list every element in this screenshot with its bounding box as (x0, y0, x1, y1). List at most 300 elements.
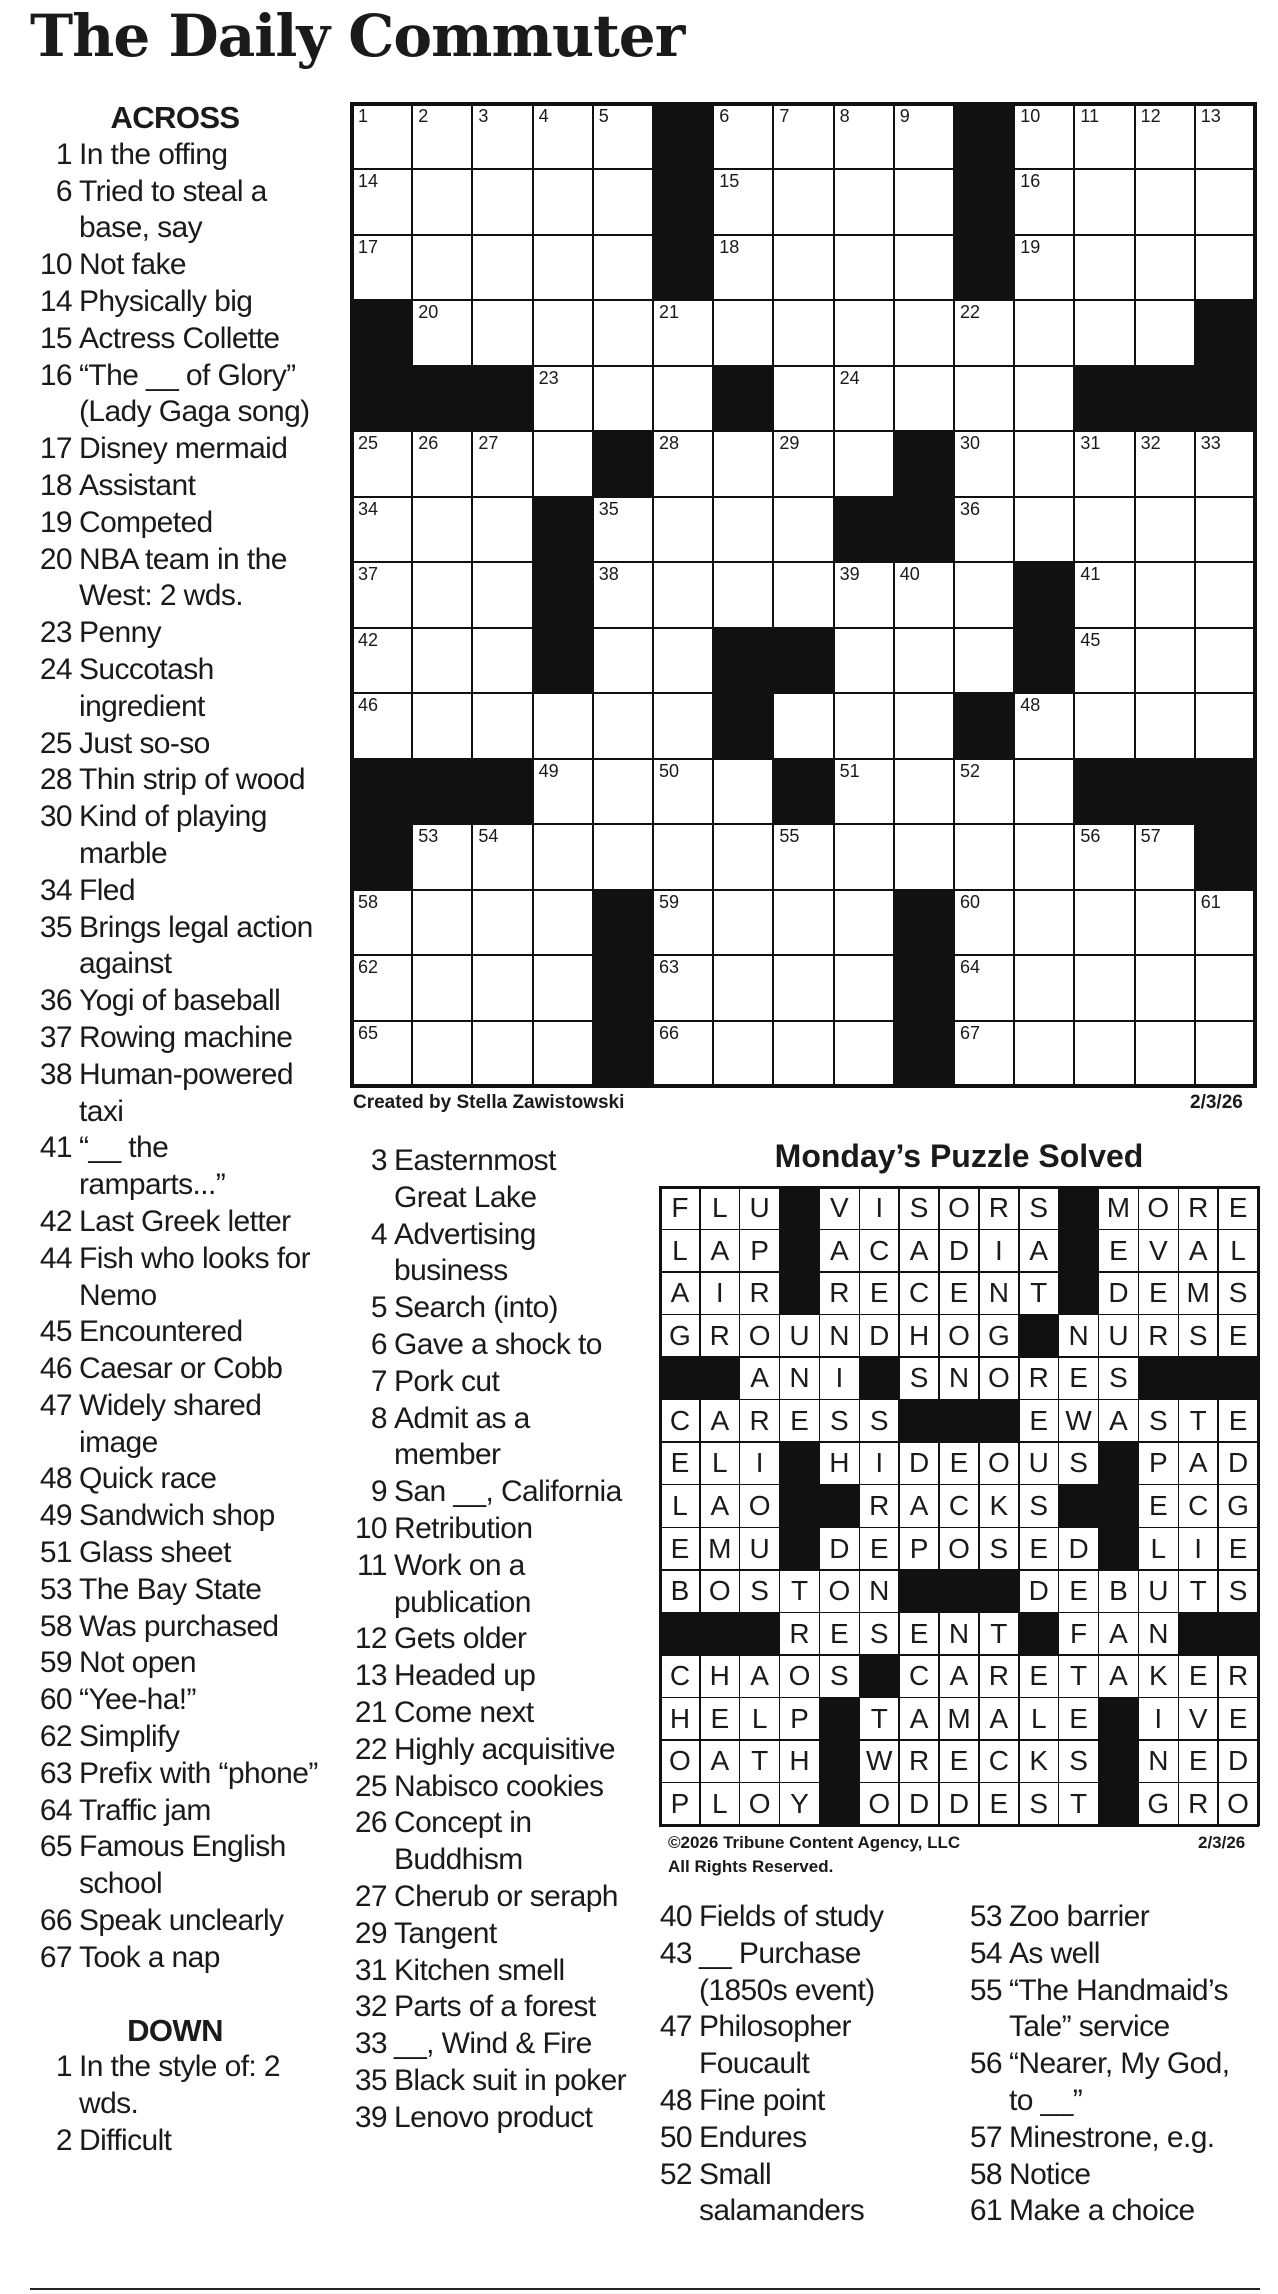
grid-cell[interactable] (653, 955, 713, 1020)
grid-cell[interactable] (533, 890, 593, 955)
across-clue-6[interactable] (30, 174, 320, 248)
grid-cell[interactable] (713, 104, 773, 169)
grid-cell[interactable] (1135, 955, 1195, 1020)
across-clue-51[interactable] (30, 1535, 320, 1572)
grid-cell[interactable] (352, 169, 412, 234)
grid-cell[interactable] (352, 104, 412, 169)
down-clue-33[interactable] (345, 2026, 630, 2063)
down-clue-27[interactable] (345, 1879, 630, 1916)
grid-cell[interactable] (412, 824, 472, 889)
grid-cell[interactable] (653, 824, 713, 889)
cell-number: 56 (1080, 826, 1101, 847)
grid-cell[interactable] (472, 300, 532, 365)
grid-cell[interactable] (773, 890, 833, 955)
grid-cell[interactable] (773, 497, 833, 562)
across-clue-65[interactable] (30, 1829, 320, 1903)
solved-cell (819, 1230, 859, 1273)
down-clue-32[interactable] (345, 1989, 630, 2026)
across-clue-23[interactable] (30, 615, 320, 652)
grid-cell[interactable] (533, 104, 593, 169)
across-clue-14[interactable] (30, 284, 320, 321)
down-clue-7[interactable] (345, 1364, 630, 1401)
grid-cell[interactable] (352, 235, 412, 300)
grid-cell[interactable] (954, 824, 1014, 889)
across-clue-58[interactable] (30, 1609, 320, 1646)
grid-cell[interactable] (533, 759, 593, 824)
grid-cell[interactable] (834, 562, 894, 627)
grid-cell[interactable] (773, 1021, 833, 1086)
across-clue-16[interactable] (30, 358, 320, 432)
grid-cell[interactable] (472, 562, 532, 627)
grid-cell[interactable] (653, 431, 713, 496)
grid-cell[interactable] (954, 890, 1014, 955)
grid-cell[interactable] (894, 169, 954, 234)
grid-cell[interactable] (1195, 1021, 1255, 1086)
grid-cell[interactable] (773, 169, 833, 234)
grid-cell[interactable] (472, 890, 532, 955)
down-clue-2[interactable] (30, 2123, 320, 2160)
solved-grid-line (819, 1186, 821, 1826)
across-clue-45[interactable] (30, 1314, 320, 1351)
grid-cell[interactable] (1135, 300, 1195, 365)
grid-cell[interactable] (472, 169, 532, 234)
grid-block (593, 431, 653, 496)
down-clue-4[interactable] (345, 1217, 630, 1291)
grid-cell[interactable] (1014, 824, 1074, 889)
grid-cell[interactable] (834, 759, 894, 824)
grid-cell[interactable] (713, 497, 773, 562)
solved-letter: R (869, 1489, 890, 1521)
down-clue-3[interactable] (345, 1143, 630, 1217)
across-clue-66[interactable] (30, 1903, 320, 1940)
grid-cell[interactable] (713, 955, 773, 1020)
solved-grid-line (1217, 1186, 1219, 1826)
grid-cell[interactable] (593, 497, 653, 562)
grid-cell[interactable] (954, 759, 1014, 824)
grid-cell[interactable] (653, 890, 713, 955)
grid-cell[interactable] (533, 1021, 593, 1086)
grid-cell[interactable] (834, 300, 894, 365)
clue-number: 20 (39, 542, 72, 576)
down-clue-47[interactable] (650, 2009, 925, 2083)
grid-cell[interactable] (713, 562, 773, 627)
grid-cell[interactable] (1195, 955, 1255, 1020)
solved-letter: E (710, 1702, 730, 1734)
down-clue-52[interactable] (650, 2157, 925, 2231)
down-clue-31[interactable] (345, 1953, 630, 1990)
grid-cell[interactable] (713, 431, 773, 496)
grid-cell[interactable] (1014, 759, 1074, 824)
grid-cell[interactable] (1074, 497, 1134, 562)
grid-cell[interactable] (1195, 104, 1255, 169)
grid-cell[interactable] (352, 955, 412, 1020)
clue-number: 9 (370, 1475, 387, 1509)
down-clue-39[interactable] (345, 2100, 630, 2137)
grid-cell[interactable] (834, 235, 894, 300)
down-clue-6[interactable] (345, 1327, 630, 1364)
solved-cell (660, 1187, 700, 1230)
grid-cell[interactable] (713, 890, 773, 955)
grid-cell[interactable] (472, 628, 532, 693)
grid-cell[interactable] (773, 300, 833, 365)
grid-cell[interactable] (834, 628, 894, 693)
solved-cell (780, 1782, 820, 1825)
grid-cell[interactable] (593, 235, 653, 300)
solved-cell (939, 1782, 979, 1825)
across-clue-36[interactable] (30, 983, 320, 1020)
grid-cell[interactable] (894, 235, 954, 300)
grid-cell[interactable] (1014, 300, 1074, 365)
solved-block (1099, 1697, 1139, 1740)
grid-cell[interactable] (1074, 562, 1134, 627)
grid-cell[interactable] (412, 693, 472, 758)
grid-cell[interactable] (1074, 890, 1134, 955)
cell-number: 22 (960, 302, 981, 323)
grid-cell[interactable] (412, 1021, 472, 1086)
grid-cell[interactable] (834, 169, 894, 234)
grid-cell[interactable] (1074, 955, 1134, 1020)
clue-number: 13 (354, 1659, 387, 1693)
across-clue-60[interactable] (30, 1682, 320, 1719)
across-clue-30[interactable] (30, 799, 320, 873)
grid-cell[interactable] (1135, 693, 1195, 758)
across-clue-24[interactable] (30, 652, 320, 726)
grid-cell[interactable] (593, 759, 653, 824)
grid-cell[interactable] (1195, 169, 1255, 234)
across-clue-44[interactable] (30, 1241, 320, 1315)
grid-cell[interactable] (1135, 497, 1195, 562)
grid-cell[interactable] (1014, 890, 1074, 955)
across-clue-34[interactable] (30, 873, 320, 910)
grid-cell[interactable] (533, 955, 593, 1020)
grid-block (472, 366, 532, 431)
grid-cell[interactable] (773, 104, 833, 169)
solved-letter: R (1227, 1660, 1249, 1692)
clue-text: In the offing (79, 137, 228, 171)
grid-cell[interactable] (1195, 497, 1255, 562)
grid-cell[interactable] (352, 628, 412, 693)
solved-letter: A (830, 1234, 849, 1266)
grid-cell[interactable] (773, 824, 833, 889)
grid-cell[interactable] (1074, 628, 1134, 693)
grid-cell[interactable] (653, 300, 713, 365)
grid-cell[interactable] (1135, 104, 1195, 169)
clue-text: Kind of playing marble (79, 800, 267, 870)
across-clue-10[interactable] (30, 247, 320, 284)
across-clue-49[interactable] (30, 1498, 320, 1535)
grid-cell[interactable] (954, 1021, 1014, 1086)
grid-cell[interactable] (1014, 431, 1074, 496)
grid-cell[interactable] (593, 104, 653, 169)
grid-cell[interactable] (1135, 431, 1195, 496)
grid-cell[interactable] (593, 300, 653, 365)
grid-cell[interactable] (834, 955, 894, 1020)
grid-cell[interactable] (1074, 824, 1134, 889)
grid-cell[interactable] (653, 759, 713, 824)
grid-cell[interactable] (412, 104, 472, 169)
grid-cell[interactable] (653, 366, 713, 431)
grid-cell[interactable] (894, 104, 954, 169)
across-clue-37[interactable] (30, 1020, 320, 1057)
across-clue-25[interactable] (30, 726, 320, 763)
grid-cell[interactable] (472, 104, 532, 169)
grid-cell[interactable] (713, 1021, 773, 1086)
down-clue-61[interactable] (960, 2193, 1260, 2230)
grid-cell[interactable] (773, 431, 833, 496)
grid-cell[interactable] (412, 628, 472, 693)
solved-cell (1178, 1187, 1218, 1230)
grid-cell[interactable] (834, 431, 894, 496)
grid-cell[interactable] (352, 431, 412, 496)
grid-cell[interactable] (1074, 693, 1134, 758)
solved-letter: R (909, 1745, 930, 1777)
grid-cell[interactable] (773, 955, 833, 1020)
across-clue-62[interactable] (30, 1719, 320, 1756)
grid-cell[interactable] (954, 955, 1014, 1020)
grid-cell[interactable] (773, 562, 833, 627)
grid-cell[interactable] (713, 759, 773, 824)
across-clue-28[interactable] (30, 762, 320, 799)
grid-cell[interactable] (412, 497, 472, 562)
grid-cell[interactable] (1195, 431, 1255, 496)
grid-cell[interactable] (834, 693, 894, 758)
grid-cell[interactable] (472, 693, 532, 758)
grid-cell[interactable] (894, 824, 954, 889)
solved-letter: S (909, 1362, 929, 1394)
grid-cell[interactable] (713, 300, 773, 365)
grid-cell[interactable] (954, 366, 1014, 431)
across-clue-35[interactable] (30, 910, 320, 984)
grid-cell[interactable] (1074, 431, 1134, 496)
grid-cell[interactable] (1014, 693, 1074, 758)
solved-cell (1178, 1570, 1218, 1613)
grid-cell[interactable] (1014, 366, 1074, 431)
down-clue-48[interactable] (650, 2083, 925, 2120)
down-clue-53[interactable] (960, 1899, 1260, 1936)
down-clue-58[interactable] (960, 2157, 1260, 2194)
grid-cell[interactable] (412, 169, 472, 234)
grid-cell[interactable] (834, 104, 894, 169)
grid-cell[interactable] (1195, 562, 1255, 627)
solved-cell (1178, 1782, 1218, 1825)
down-clue-12[interactable] (345, 1621, 630, 1658)
grid-cell[interactable] (533, 300, 593, 365)
grid-cell[interactable] (472, 955, 532, 1020)
clue-text: Come next (394, 1695, 534, 1729)
grid-cell[interactable] (1135, 1021, 1195, 1086)
grid-cell[interactable] (352, 693, 412, 758)
grid-cell[interactable] (894, 628, 954, 693)
grid-cell[interactable] (593, 628, 653, 693)
cell-number: 49 (538, 760, 559, 781)
grid-cell[interactable] (593, 169, 653, 234)
down-clue-10[interactable] (345, 1511, 630, 1548)
grid-cell[interactable] (472, 431, 532, 496)
across-clue-59[interactable] (30, 1645, 320, 1682)
grid-cell[interactable] (352, 497, 412, 562)
grid-cell[interactable] (1195, 890, 1255, 955)
solved-letter: O (1227, 1787, 1249, 1819)
grid-cell[interactable] (834, 824, 894, 889)
across-clue-41[interactable] (30, 1130, 320, 1204)
grid-cell[interactable] (472, 1021, 532, 1086)
down-clue-11[interactable] (345, 1548, 630, 1622)
across-clue-17[interactable] (30, 431, 320, 468)
clue-number: 32 (354, 1990, 387, 2024)
grid-cell[interactable] (1014, 169, 1074, 234)
grid-cell[interactable] (412, 431, 472, 496)
grid-cell[interactable] (1135, 169, 1195, 234)
grid-cell[interactable] (1014, 235, 1074, 300)
grid-cell[interactable] (653, 562, 713, 627)
across-clue-1[interactable] (30, 137, 320, 174)
grid-cell[interactable] (533, 366, 593, 431)
down-clue-35[interactable] (345, 2063, 630, 2100)
grid-block (593, 890, 653, 955)
grid-cell[interactable] (472, 497, 532, 562)
grid-cell[interactable] (533, 824, 593, 889)
down-clue-50[interactable] (650, 2120, 925, 2157)
grid-cell[interactable] (593, 693, 653, 758)
across-clue-46[interactable] (30, 1351, 320, 1388)
across-clue-48[interactable] (30, 1461, 320, 1498)
cell-number: 67 (960, 1022, 981, 1043)
down-clue-21[interactable] (345, 1695, 630, 1732)
down-clue-13[interactable] (345, 1658, 630, 1695)
grid-cell[interactable] (593, 366, 653, 431)
grid-cell[interactable] (1135, 562, 1195, 627)
grid-cell[interactable] (1074, 169, 1134, 234)
grid-cell[interactable] (954, 497, 1014, 562)
grid-cell[interactable] (894, 759, 954, 824)
grid-cell[interactable] (593, 562, 653, 627)
across-clue-53[interactable] (30, 1572, 320, 1609)
across-clue-38[interactable] (30, 1057, 320, 1131)
grid-cell[interactable] (713, 169, 773, 234)
grid-cell[interactable] (894, 300, 954, 365)
grid-cell[interactable] (1014, 955, 1074, 1020)
grid-cell[interactable] (1195, 693, 1255, 758)
grid-cell[interactable] (352, 1021, 412, 1086)
grid-cell[interactable] (472, 824, 532, 889)
across-clue-20[interactable] (30, 542, 320, 616)
crossword-grid[interactable] (352, 104, 1255, 1086)
grid-cell[interactable] (1074, 1021, 1134, 1086)
grid-cell[interactable] (593, 824, 653, 889)
grid-cell[interactable] (834, 1021, 894, 1086)
grid-cell[interactable] (894, 693, 954, 758)
grid-cell[interactable] (1195, 628, 1255, 693)
down-clue-22[interactable] (345, 1732, 630, 1769)
grid-cell[interactable] (1195, 235, 1255, 300)
clue-number: 47 (659, 2010, 692, 2044)
solved-letter: W (1065, 1404, 1092, 1436)
grid-cell[interactable] (412, 562, 472, 627)
across-clue-63[interactable] (30, 1756, 320, 1793)
grid-cell[interactable] (894, 366, 954, 431)
solved-cell (939, 1442, 979, 1485)
grid-cell[interactable] (834, 890, 894, 955)
grid-cell[interactable] (1135, 235, 1195, 300)
grid-cell[interactable] (1074, 235, 1134, 300)
grid-cell[interactable] (773, 235, 833, 300)
across-clue-19[interactable] (30, 505, 320, 542)
down-clue-55[interactable] (960, 1973, 1260, 2047)
solved-block (1099, 1442, 1139, 1485)
grid-cell[interactable] (1074, 104, 1134, 169)
across-clue-15[interactable] (30, 321, 320, 358)
grid-cell[interactable] (834, 366, 894, 431)
grid-cell[interactable] (352, 890, 412, 955)
grid-cell[interactable] (653, 1021, 713, 1086)
grid-cell[interactable] (1014, 1021, 1074, 1086)
down-clue-54[interactable] (960, 1936, 1260, 1973)
grid-cell[interactable] (533, 431, 593, 496)
grid-cell[interactable] (1074, 300, 1134, 365)
grid-cell[interactable] (412, 300, 472, 365)
grid-cell[interactable] (954, 300, 1014, 365)
grid-cell[interactable] (653, 497, 713, 562)
down-clue-56[interactable] (960, 2046, 1260, 2120)
grid-cell[interactable] (773, 693, 833, 758)
grid-cell[interactable] (954, 628, 1014, 693)
grid-cell[interactable] (412, 890, 472, 955)
down-clue-8[interactable] (345, 1401, 630, 1475)
down-clue-9[interactable] (345, 1474, 630, 1511)
down-clue-26[interactable] (345, 1805, 630, 1879)
cell-number: 16 (1020, 171, 1041, 192)
grid-cell[interactable] (773, 366, 833, 431)
down-clue-1[interactable] (30, 2049, 320, 2123)
grid-cell[interactable] (352, 562, 412, 627)
grid-cell[interactable] (412, 955, 472, 1020)
grid-cell[interactable] (1014, 497, 1074, 562)
down-clue-57[interactable] (960, 2120, 1260, 2157)
down-clue-5[interactable] (345, 1290, 630, 1327)
down-clue-43[interactable] (650, 1936, 925, 2010)
across-clue-47[interactable] (30, 1388, 320, 1462)
grid-cell[interactable] (412, 235, 472, 300)
solved-letter: S (1029, 1787, 1049, 1819)
solved-cell (700, 1485, 740, 1528)
across-clue-42[interactable] (30, 1204, 320, 1241)
grid-cell[interactable] (1135, 628, 1195, 693)
grid-cell[interactable] (472, 235, 532, 300)
down-clue-40[interactable] (650, 1899, 925, 1936)
grid-cell[interactable] (1135, 890, 1195, 955)
grid-cell[interactable] (533, 693, 593, 758)
grid-block (894, 890, 954, 955)
grid-cell[interactable] (533, 235, 593, 300)
across-clue-64[interactable] (30, 1793, 320, 1830)
across-clue-18[interactable] (30, 468, 320, 505)
down-clue-29[interactable] (345, 1916, 630, 1953)
grid-cell[interactable] (653, 693, 713, 758)
grid-cell[interactable] (713, 824, 773, 889)
grid-cell[interactable] (1014, 104, 1074, 169)
down-clue-25[interactable] (345, 1769, 630, 1806)
across-clue-67[interactable] (30, 1940, 320, 1977)
grid-cell[interactable] (1135, 824, 1195, 889)
grid-cell[interactable] (713, 235, 773, 300)
grid-cell[interactable] (533, 169, 593, 234)
grid-cell[interactable] (894, 562, 954, 627)
grid-block (593, 955, 653, 1020)
grid-cell[interactable] (954, 431, 1014, 496)
grid-cell[interactable] (954, 562, 1014, 627)
grid-cell[interactable] (653, 628, 713, 693)
clue-text: Easternmost Great Lake (394, 1144, 556, 1214)
